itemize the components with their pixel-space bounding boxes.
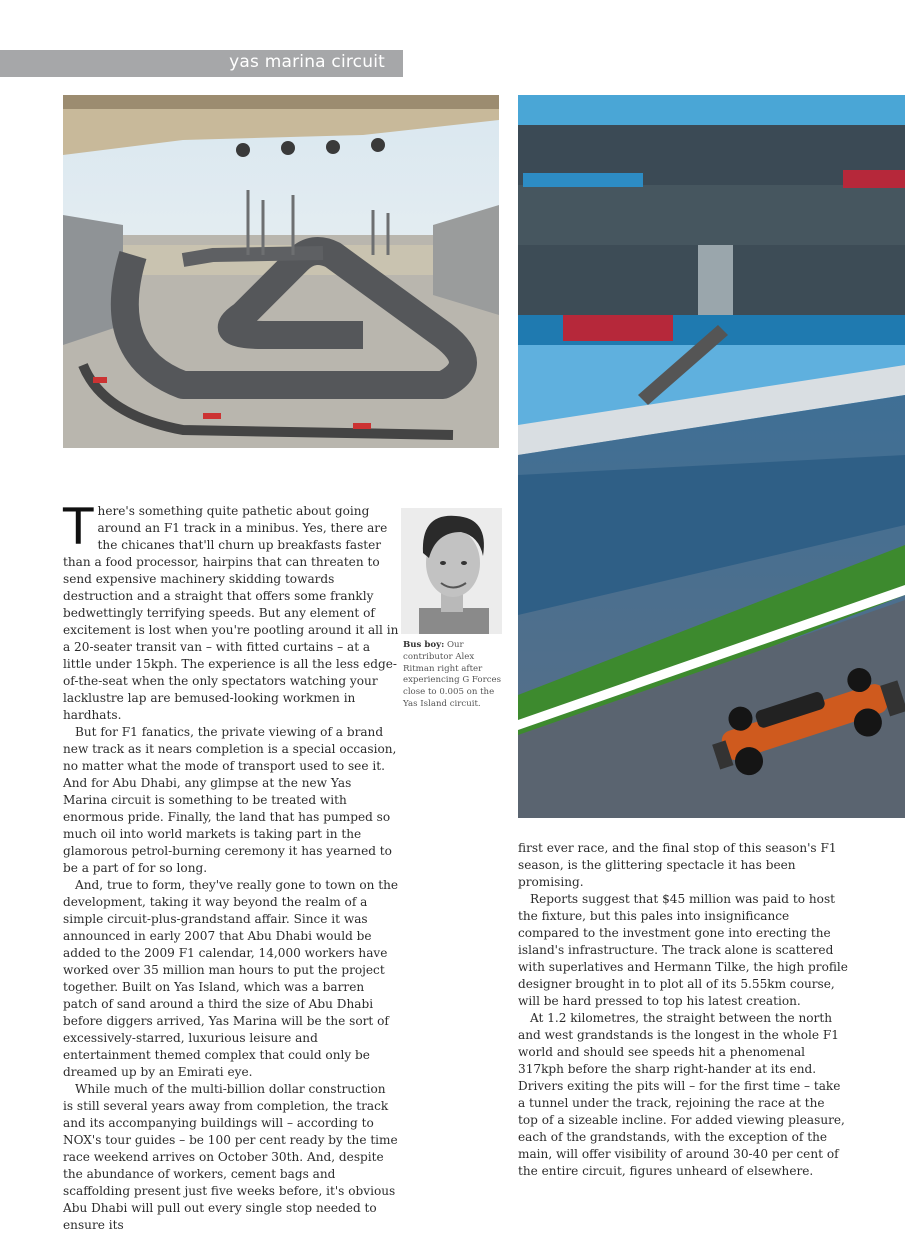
portrait-caption [403,640,503,711]
article-paragraph-6: Reports suggest that $45 million was paid to host the fixture, but this pales into insignificance compared to the investment gone into erecting the island's infrastructure. The track alone is scattered with superlatives and Hermann Tilke, the high profile designer brought in to plot all of its 5.55km course, will be hard pressed to top his latest creation. [518,892,848,1008]
article-paragraph-3: And, true to form, they've really gone to town on the development, taking it way beyond the realm of a simple circuit-plus-grandstand affair. Since it was announced in early 2007 that Abu Dhabi would be added to the 2009 F1 calendar, 14,000 workers have worked over 35 million man hours to put the project together. Built on Yas Island, which was a barren patch of sand around a third the size of Abu Dhabi before diggers arrived, Yas Marina will be the sort of excessively-starred, luxurious leisure and entertainment themed complex that could only be dreamed up by an Emirati eye. [63,878,399,1079]
article-paragraph-5: first ever race, and the final stop of this season's F1 season, is the glittering spectacle it has been promising. [518,841,837,889]
article-paragraph-7: At 1.2 kilometres, the straight between the north and west grandstands is the longest in the whole F1 world and should see speeds hit a phenomenal 317kph before the sharp right-hander at its end. Drivers exiting the pits will – for the first time – take a tunnel under the track, rejoining the race at the top of a sizeable incline. For added viewing pleasure, each of the grandstands, with the exception of the main, will offer visibility of around 30-40 per cent of the entire circuit, figures unheard of elsewhere. [518,1011,845,1178]
article-paragraph-2: But for F1 fanatics, the private viewing of a brand new track as it nears completion is a special occasion, no matter what the mode of transport used to see it. And for Abu Dhabi, any glimpse at the new Yas Marina circuit is something to be treated with enormous pride. Finally, the land that has pumped so much oil into world markets is taking part in the glamorous petrol-burning ceremony it has yearned to be a part of for so long. [63,725,397,875]
drop-cap: T [63,498,94,556]
caption-lead: Bus boy: [403,640,445,650]
article-paragraph-4: While much of the multi-billion dollar construction is still several years away from completion, the track and its accompanying buildings will – according to NOX's tour guides – be 100 per cent ready by the time race weekend arrives on October 30th. And, despite the abundance of workers, cement bags and scaffolding present just five weeks before, it's obvious Abu Dhabi will pull out every single stop needed to ensure its [63,1082,398,1232]
track-photo [63,95,499,448]
section-header-bar [0,50,403,77]
grandstand-render-illustration [518,95,905,818]
article-column-right [518,840,848,1180]
caption-text: Our contributor Alex Ritman right after experiencing G Forces close to 0.005 on the Yas Island circuit. [403,640,502,709]
portrait-illustration [401,508,502,634]
portrait-photo [401,508,502,634]
grandstand-render [518,95,905,818]
section-title: yas marina circuit [229,52,385,72]
track-photo-illustration [63,95,499,448]
article-column-left [63,498,399,1234]
article-paragraph-1-text: here's something quite pathetic about going around an F1 track in a minibus. Yes, there are the chicanes that'll churn up breakfasts faster than a food processor, hairpins that can threaten to send expensive machinery skidding towards destruction and a straight that offers some frankly bedwettingly terrifying speeds. But any element of excitement is lost when you're pootling around it all in a 20-seater transit van – with fitted curtains – at a little under 15kph. The experience is all the less edge-of-the-seat when the only spectators watching your lacklustre lap are bemused-looking workmen in hardhats. [63,504,399,722]
article-paragraph-1 [63,498,399,724]
